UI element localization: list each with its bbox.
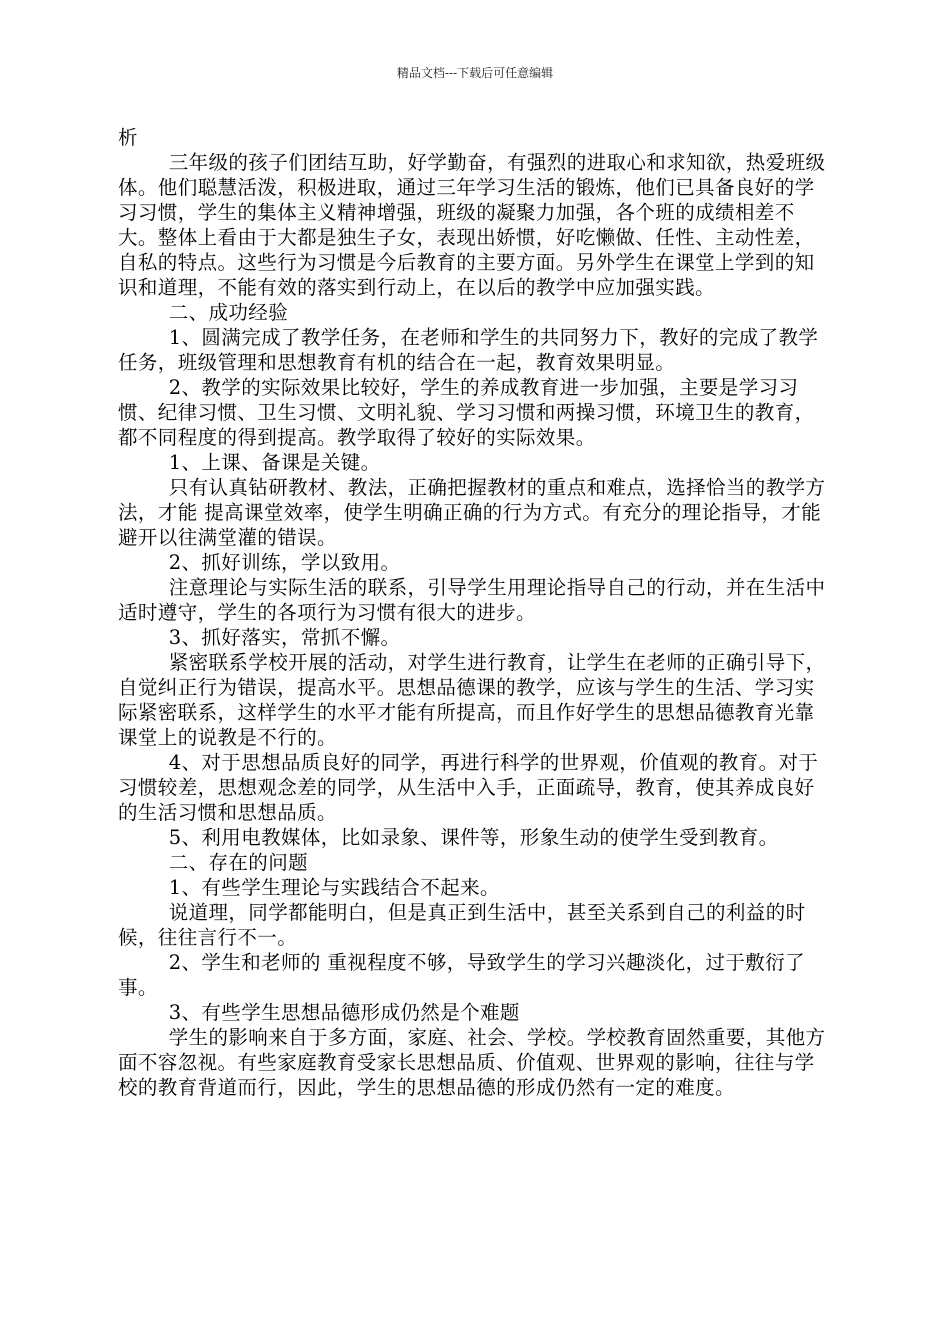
paragraph: 三年级的孩子们团结互助，好学勤奋，有强烈的进取心和求知欲，热爱班级体。他们聪慧活泼，积极进取，通过三年学习生活的锻炼，他们已具备良好的学习习惯，学生的集体主义精神增强，班级的凝聚力加强，各个班的成绩相差不大。整体上看由于大都是独生子女，表现出娇惯，好吃懒做、任性、主动性差，自私的特点。这些行为习惯是今后教育的主要方面。另外学生在课堂上学到的知识和道理，不能有效的落实到行动上，在以后的教学中应加强实践。: [118, 151, 826, 299]
subheading: 3、抓好落实，常抓不懈。: [168, 626, 401, 649]
paragraph: 析: [118, 126, 138, 149]
paragraph: 注意理论与实际生活的联系，引导学生用理论指导自己的行动，并在生活中适时遵守，学生的各项行为习惯有很大的进步。: [118, 576, 826, 624]
subheading: 2、抓好训练，学以致用。: [168, 551, 401, 574]
paragraph: 说道理，同学都能明白，但是真正到生活中，甚至关系到自己的利益的时候，往往言行不一。: [118, 901, 806, 949]
section-heading: 二、存在的问题: [168, 851, 308, 874]
subheading: 3、有些学生思想品德形成仍然是个难题: [168, 1001, 520, 1024]
paragraph: 1、圆满完成了教学任务，在老师和学生的共同努力下，教好的完成了教学任务，班级管理和思想教育有机的结合在一起，教育效果明显。: [118, 326, 819, 374]
section-heading: 二、成功经验: [168, 301, 289, 324]
paragraph: 只有认真钻研教材、教法，正确把握教材的重点和难点，选择恰当的教学方法，才能 提高课堂效率，使学生明确正确的行为方式。有充分的理论指导，才能避开以往满堂灌的错误。: [118, 476, 826, 549]
subheading: 1、有些学生理论与实践结合不起来。: [168, 876, 500, 899]
document-body: [118, 125, 834, 1100]
subheading: 1、上课、备课是关键。: [168, 451, 381, 474]
paragraph: 4、对于思想品质良好的同学，再进行科学的世界观，价值观的教育。对于习惯较差，思想观念差的同学，从生活中入手，正面疏导，教育，使其养成良好的生活习惯和思想品质。: [118, 751, 819, 824]
paragraph: 学生的影响来自于多方面，家庭、社会、学校。学校教育固然重要，其他方面不容忽视。有些家庭教育受家长思想品质、价值观、世界观的影响，往往与学校的教育背道而行，因此，学生的思想品德的形成仍然有一定的难度。: [118, 1026, 826, 1099]
paragraph: 5、利用电教媒体，比如录象、课件等，形象生动的使学生受到教育。: [168, 826, 779, 849]
paragraph: 紧密联系学校开展的活动，对学生进行教育，让学生在老师的正确引导下，自觉纠正行为错误，提高水平。思想品德课的教学，应该与学生的生活、学习实际紧密联系，这样学生的水平才能有所提高，而且作好学生的思想品德教育光靠课堂上的说教是不行的。: [118, 651, 826, 749]
page-header: 精品文档---下载后可任意编辑: [396, 66, 554, 80]
paragraph: 2、学生和老师的 重视程度不够，导致学生的学习兴趣淡化，过于敷衍了事。: [118, 951, 805, 999]
paragraph: 2、教学的实际效果比较好，学生的养成教育进一步加强，主要是学习习惯、纪律习惯、卫生习惯、文明礼貌、学习习惯和两操习惯，环境卫生的教育，都不同程度的得到提高。教学取得了较好的实际效果。: [118, 376, 815, 449]
